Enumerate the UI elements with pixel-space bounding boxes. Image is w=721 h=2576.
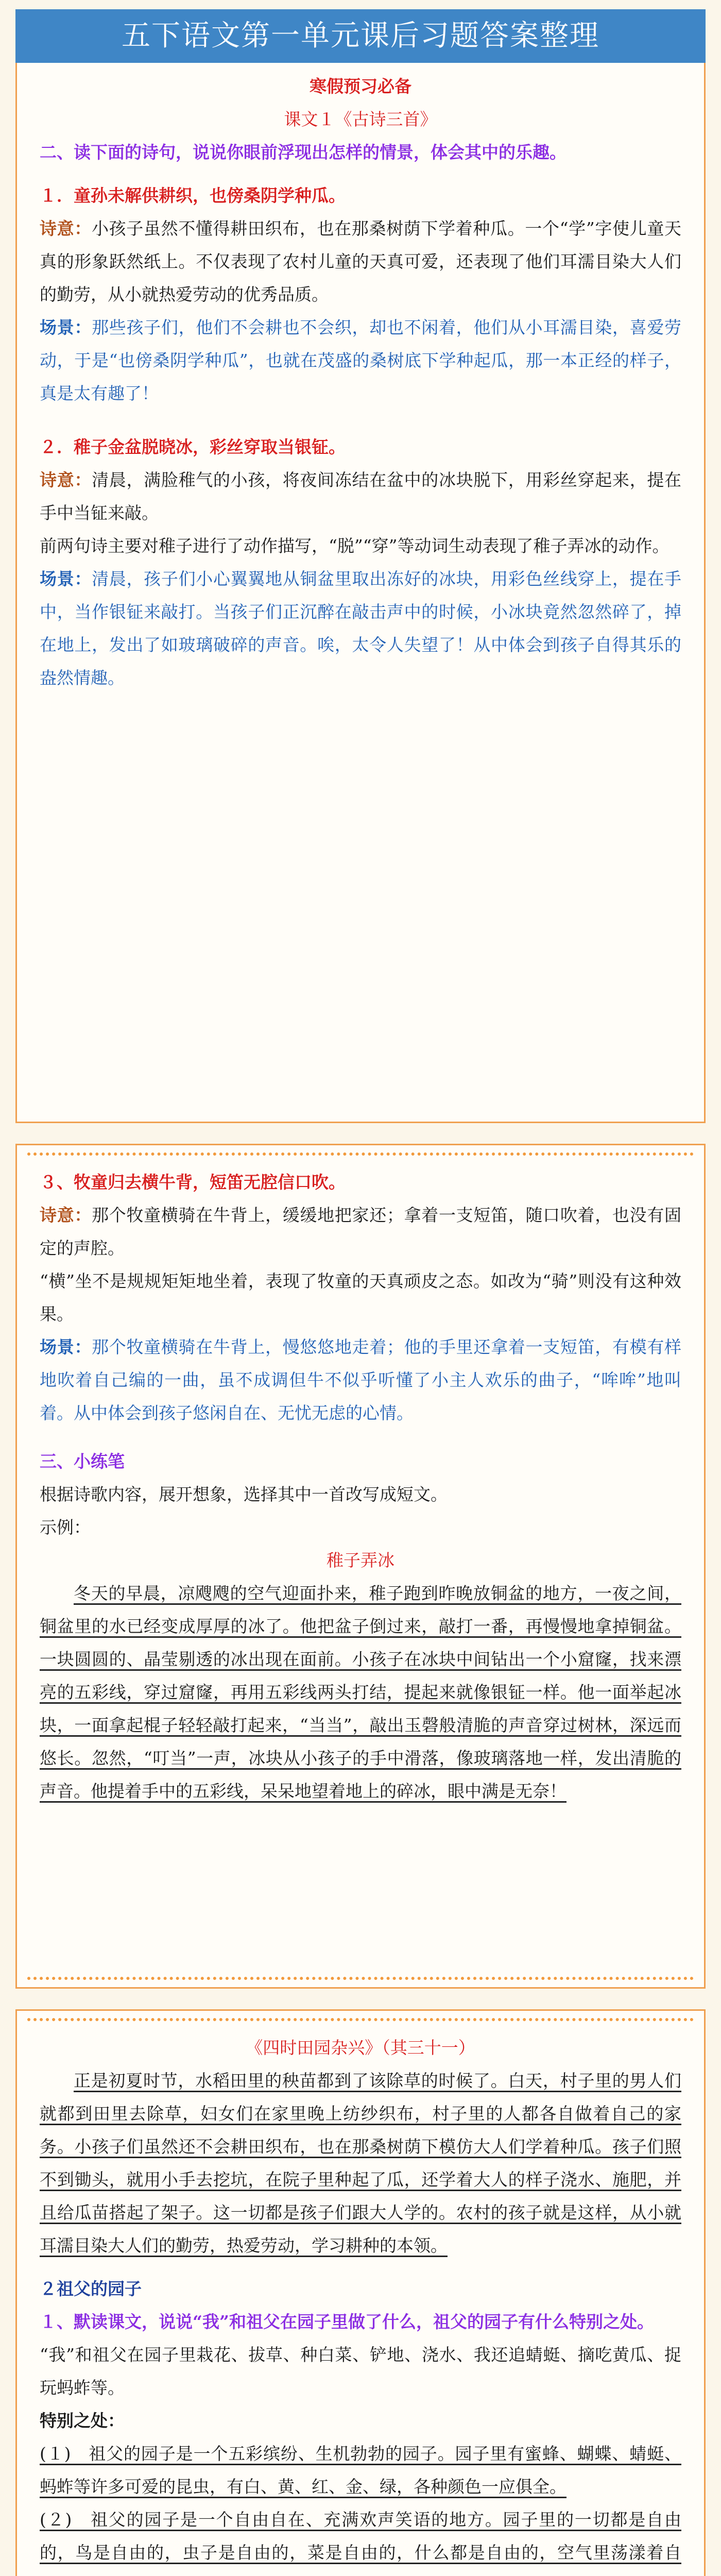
question-3-task: 根据诗歌内容，展开想象，选择其中一首改写成短文。 [40,1484,448,1504]
shiyi-text: 小孩子虽然不懂得耕田织布，也在那桑树荫下学着种瓜。一个“学”字使儿童天真的形象跃然纸上。不仅表现了农村儿童的天真可爱，还表现了他们耳濡目染大人们的勤劳，从小就热爱劳动的优秀品质。 [40,218,681,304]
analysis-note: “横”坐不是规规矩矩地坐着，表现了牧童的天真顽皮之态。如改为“骑”则没有这种效果。 [40,1271,681,1324]
shiyi-text: 那个牧童横骑在牛背上，缓缓地把家还；拿着一支短笛，随口吹着，也没有固定的声腔。 [40,1205,682,1258]
scene-text: 那些孩子们，他们不会耕也不会织，却也不闲着，他们从小耳濡目染，喜爱劳动，于是“也傍桑阴学种瓜”，也就在茂盛的桑树底下学种起瓜，那一本正经的样子，真是太有趣了！ [40,317,682,403]
essay-title: 稚子弄冰 [327,1550,394,1570]
special-point-1: (１) 祖父的园子是一个五彩缤纷、生机勃勃的园子。园子里有蜜蜂、蝴蝶、蜻蜓、蚂蚱等许多可爱的昆虫，有白、黄、红、金、绿，各种颜色一应俱全。 [40,2444,681,2497]
dotted-divider [27,1977,694,1980]
question-2: 二、读下面的诗句，说说你眼前浮现出怎样的情景，体会其中的乐趣。 [40,142,566,162]
tianyuan-title: 《四时田园杂兴》（其三十一） [246,2038,475,2058]
scene-label: 场景： [40,569,92,589]
essay-text: 冬天的早晨，凉飕飕的空气迎面扑来，稚子跑到昨晚放铜盆的地方，一夜之间，铜盆里的水已经变成厚厚的冰了。他把盆子倒过来，敲打一番，再慢慢地拿掉铜盆。一块圆圆的、晶莹剔透的冰出现在面前。小孩子在冰块中间钻出一个小窟窿，找来漂亮的五彩线，穿过窟窿，再用五彩线两头打结，提起来就像银钲一样。他一面举起冰块，一面拿起棍子轻轻敲打起来，“当当”，敲出玉磬般清脆的声音穿过树林，深远而悠长。忽然，“叮当”一声，冰块从小孩子的手中滑落，像玻璃落地一样，发出清脆的声音。他提着手中的五彩线，呆呆地望着地上的碎冰，眼中满是无奈！ [40,1583,681,1801]
lesson1-continued-card [15,1144,706,1989]
shiyi-label: 诗意： [40,470,92,490]
shiyi-label: 诗意： [40,218,92,239]
lesson2-title: ２祖父的园子 [40,2279,142,2299]
sentence-3-heading: ３、牧童归去横牛背，短笛无腔信口吹。 [40,1172,346,1192]
special-point-2: (２) 祖父的园子是一个自由自在、充满欢声笑语的地方。园子里的一切都是自由的，鸟是自由的，虫子是自由的，菜是自由的，什么都是自由的，空气里荡漾着自 [40,2510,681,2563]
page-title: 五下语文第一单元课后习题答案整理 [15,9,706,63]
dotted-divider [27,1153,694,1156]
tianyuan-essay: 正是初夏时节，水稻田里的秧苗都到了该除草的时候了。白天，村子里的男人们就都到田里去除草，妇女们在家里晚上纺纱织布，村子里的人都各自做着自己的家务。小孩子们虽然还不会耕田织布，也在那桑树荫下模仿大人们学着种瓜。孩子们照不到锄头，就用小手去挖坑，在院子里种起了瓜，还学着大人的样子浇水、施肥，并且给瓜苗搭起了架子。这一切都是孩子们跟大人学的。农村的孩子就是这样，从小就耳濡目染大人们的勤劳，热爱劳动，学习耕种的本领。 [40,2071,681,2256]
lesson2-answer-1: “我”和祖父在园子里栽花、拔草、种白菜、铲地、浇水、我还追蜻蜓、摘吃黄瓜、捉玩蚂蚱等。 [40,2345,681,2398]
sentence-1-heading: １．童孙未解供耕织，也傍桑阴学种瓜。 [40,185,346,206]
analysis-note: 前两句诗主要对稚子进行了动作描写，“脱”“穿”等动词生动表现了稚子弄冰的动作。 [40,536,670,556]
question-3-heading: 三、小练笔 [40,1451,125,1471]
scene-label: 场景： [40,317,92,337]
shiyi-text: 清晨，满脸稚气的小孩，将夜间冻结在盆中的冰块脱下，用彩丝穿起来，提在手中当钲来敲。 [40,470,682,523]
scene-text: 清晨，孩子们小心翼翼地从铜盆里取出冻好的冰块，用彩色丝线穿上，提在手中，当作银钲来敲打。当孩子们正沉醉在敲击声中的时候，小冰块竟然忽然碎了，掉在地上，发出了如玻璃破碎的声音。唉，太令人失望了！从中体会到孩子自得其乐的盎然情趣。 [40,569,682,688]
subtitle: 寒假预习必备 [310,76,411,96]
dotted-divider [27,2018,694,2021]
lesson1-title: 课文１《古诗三首》 [284,109,437,129]
lesson1-card [15,63,706,1123]
example-label: 示例： [40,1517,91,1537]
sentence-2-heading: ２．稚子金盆脱晓冰，彩丝穿取当银钲。 [40,437,346,457]
shiyi-label: 诗意： [40,1205,92,1225]
lesson2-question-1: １、默读课文，说说“我”和祖父在园子里做了什么，祖父的园子有什么特别之处。 [40,2312,654,2332]
scene-text: 那个牧童横骑在牛背上，慢悠悠地走着；他的手里还拿着一支短笛，有模有样地吹着自己编的一曲，虽不成调但牛不似乎听懂了小主人欢乐的曲子，“哞哞”地叫着。从中体会到孩子悠闲自在、无忧无虑的心情。 [40,1337,682,1423]
scene-label: 场景： [40,1337,92,1357]
special-label: 特别之处： [40,2411,125,2431]
lesson2-card [15,2009,706,2576]
